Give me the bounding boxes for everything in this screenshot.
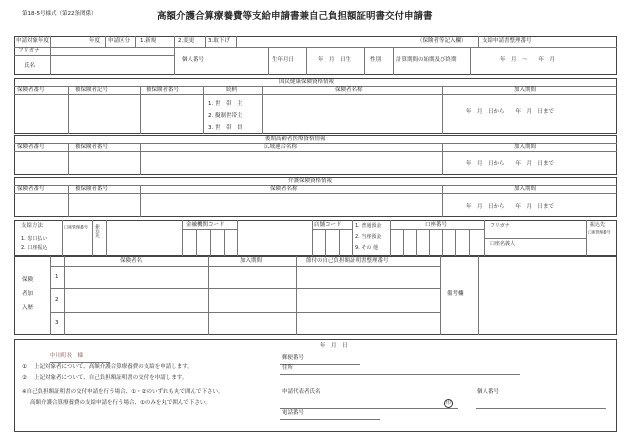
item-2-num: ②	[22, 375, 27, 381]
applicant-label: 申請代表者氏名	[282, 389, 321, 395]
elderly-enrolled-format: 年 月 日から 年 月 日まで	[466, 161, 555, 167]
care-insurer-name: 保険者名称	[270, 186, 298, 192]
financial-code-label: 金融機関コード	[186, 222, 225, 228]
nhi-insurer-no: 保険者番号	[17, 87, 45, 93]
history-row-3: 3	[55, 320, 59, 326]
holder-furigana-label: フリガナ	[490, 223, 510, 229]
history-col-period: 加入期間	[240, 258, 263, 264]
nhi-insured-code: 被保険者記号	[75, 87, 109, 93]
app-type-change[interactable]: 2.変更	[178, 38, 195, 44]
insurer-entry-label: （保険者等記入欄）	[417, 38, 467, 44]
care-insurer-no: 保険者番号	[17, 186, 45, 192]
method-window[interactable]: 1. 窓口払い	[21, 236, 48, 242]
method-label: 支給方法	[21, 223, 44, 229]
branch-code-label: 店舗コード	[314, 222, 342, 228]
personal-no-label: 個人番号	[182, 57, 205, 63]
nhi-relation-2[interactable]: 2. 擬制世帯主	[208, 113, 243, 119]
year-suffix: 年度	[89, 38, 101, 44]
history-col-cert: 節付の自己負担額証明書整理番号	[306, 258, 389, 264]
transfer-label: 振込先	[94, 224, 100, 238]
method-transfer[interactable]: 2. 口座振込	[21, 245, 48, 251]
app-type-withdraw[interactable]: 3.取下げ	[208, 38, 230, 44]
holder-label: 口座名義人	[490, 241, 516, 247]
history-side-label-2: 者加	[22, 291, 34, 297]
address-label: 住所	[282, 365, 294, 371]
nhi-insured-no: 被保険者番号	[146, 87, 180, 93]
footer-personal-no-label: 個人番号	[477, 389, 500, 395]
form-number: 第18-5号様式（第22条関係）	[22, 11, 97, 17]
nhi-relation: 続柄	[226, 87, 238, 93]
elderly-insured-no: 被保険者番号	[75, 144, 109, 150]
seal-mark: 印	[445, 400, 451, 406]
period-format: 年 月 ～ 年 月	[500, 57, 556, 63]
nhi-enrolled: 加入期間	[514, 87, 537, 93]
sex-label: 性別	[370, 57, 382, 63]
elderly-union-name: 広域連合名称	[264, 144, 298, 150]
period-label: 計算期間の始期及び終期	[396, 57, 457, 63]
form-title: 高額介護合算療養費等支給申請書兼自己負担額証明書交付申請書	[157, 11, 433, 22]
account-no-label: 口座番号	[425, 222, 448, 228]
care-enrolled: 加入期間	[514, 186, 537, 192]
app-type-label: 申請区分	[108, 38, 131, 44]
birth-label: 生年月日	[272, 57, 295, 63]
care-insured-no: 被保険者番号	[75, 186, 109, 192]
item-2: 上記対象者について、自己負担額証明書の交付を申請します。	[34, 375, 188, 381]
date-format: 年 月 日	[320, 343, 348, 349]
birth-format: 年 月 日生	[318, 57, 352, 63]
app-type-new[interactable]: 1.新規	[140, 38, 157, 44]
nhi-title: 国民健康保険資格情報	[279, 79, 335, 85]
history-side-label-1: 保険	[22, 277, 34, 283]
target-year-label: 申請対象年度	[16, 38, 50, 44]
payment-no-label: 支給申請書整理番号	[482, 38, 532, 44]
name-label: 氏名	[24, 63, 36, 69]
item-1: 上記対象者について、高額介護合算療養費の支給を申請します。	[34, 364, 193, 370]
account-type-9[interactable]: 9. その 他	[355, 245, 378, 251]
postal-label: 郵便番号	[282, 355, 305, 361]
item-1-num: ①	[22, 364, 27, 370]
history-col-insurer: 保険者名	[120, 258, 143, 264]
elderly-title: 後期高齢者医療資格情報	[265, 136, 326, 142]
nhi-relation-3[interactable]: 3. 世 帯 員	[208, 125, 243, 131]
recipient-transfer-label: 振込先	[590, 222, 606, 228]
addressee: 中川町長 様	[50, 353, 84, 359]
history-table	[14, 256, 617, 335]
note-2: 高額介護合算療養費の支給申請を行う場合、①のみを丸で囲んで下さい。	[30, 400, 211, 406]
care-enrolled-format: 年 月 日から 年 月 日まで	[466, 204, 555, 210]
history-side-label-3: 入歴	[22, 305, 34, 311]
account-type-1[interactable]: 1. 普通預金	[355, 223, 382, 229]
recipient-transfer-no: 口座管理番号	[588, 230, 611, 235]
nhi-relation-1[interactable]: 1. 世 帯 主	[208, 101, 243, 107]
elderly-insurer-no: 保険者番号	[17, 144, 45, 150]
phone-label: 電話番号	[282, 410, 305, 416]
history-row-2: 2	[55, 297, 59, 303]
nhi-enrolled-format: 年 月 日から 年 月 日まで	[466, 109, 555, 115]
nhi-insurer-name: 保険者名称	[335, 87, 363, 93]
transfer-no-label: 口座管理番号	[64, 225, 89, 230]
history-row-1: 1	[55, 274, 59, 280]
care-title: 介護保険資格情報	[288, 178, 333, 184]
note-1: ※自己負担額証明書の交付申請を行う場合、①・②のいずれも丸で囲んで下さい。	[22, 389, 224, 395]
furigana-label: フリガナ	[18, 48, 40, 54]
remarks-label: 備考欄	[447, 291, 464, 297]
account-type-2[interactable]: 2. 当座預金	[355, 234, 382, 240]
elderly-enrolled: 加入期間	[514, 144, 537, 150]
